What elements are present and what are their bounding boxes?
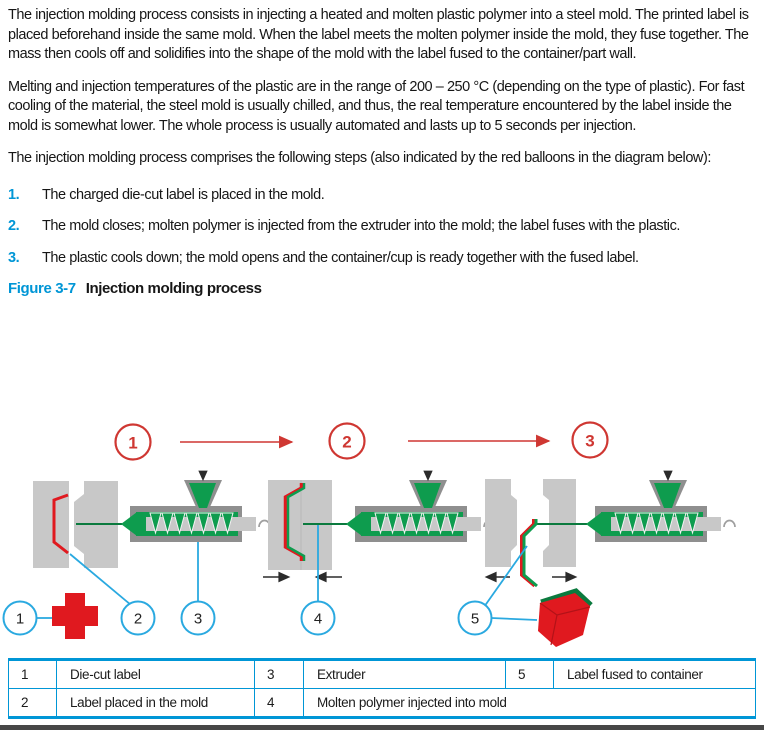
stage-1-open-mold: [33, 481, 122, 568]
die-cut-label-cross: [52, 593, 98, 639]
injection-molding-diagram: [0, 405, 764, 655]
body-text-column: [8, 6, 758, 297]
stage-2-extruder: [346, 471, 495, 542]
stage-2-closed-mold: [263, 480, 347, 577]
ejected-part-green-line: [524, 519, 537, 586]
red-balloon-2-label: 2: [342, 432, 352, 452]
step-number-2: 2.: [8, 218, 20, 234]
callout-balloon-4-label: 4: [313, 610, 323, 628]
paragraph-3: The injection molding process comprises the following steps (also indicated by the red balloons in the diagram below):: [8, 150, 711, 166]
paragraph-2: Melting and injection temperatures of the plastic are in the range of 200 – 250 °C (depending on the type of plastic). For fast cooling of the material, the steel mold is usually chilled, and thus, the real temperature encountered by the label inside the mold is somewhat lower. The whole process is usually automated and lasts up to 5 seconds per injection.: [8, 78, 745, 134]
paragraph-1: The injection molding process consists in injecting a heated and molten plastic polymer into a steel mold. The printed label is placed beforehand inside the same mold. When the label meets the molten polymer inside the mold, they fuse together. The mass then cools off and solidifies into the shape of the mold with the label fused to the container/part wall.: [8, 7, 749, 62]
stage-3-mold-opens: [485, 479, 591, 647]
legend-cell-num: 2: [9, 689, 57, 718]
legend-row-2: [9, 689, 756, 718]
legend-row-1: [9, 660, 756, 689]
legend-cell-num: 5: [506, 660, 554, 689]
step-item-1: [8, 186, 758, 206]
legend-table: [8, 658, 756, 719]
legend-cell-num: 4: [255, 689, 304, 718]
callout-balloon-2-label: 2: [133, 610, 143, 628]
container-with-fused-label: [538, 591, 591, 647]
legend-cell-label: Molten polymer injected into mold: [304, 689, 756, 718]
callout-balloon-1-label: 1: [15, 610, 25, 628]
legend-cell-label: Label placed in the mold: [57, 689, 255, 718]
step-text-3: The plastic cools down; the mold opens and the container/cup is ready together with the fused label.: [42, 249, 639, 266]
figure-caption: [8, 280, 758, 297]
legend-cell-label: Extruder: [304, 660, 506, 689]
step-text-2: The mold closes; molten polymer is injected from the extruder into the mold; the label fuses with the plastic.: [42, 218, 680, 234]
figure-title: Injection molding process: [85, 280, 262, 297]
step-number-3: 3.: [8, 249, 20, 266]
step-item-2: [8, 217, 758, 237]
process-balloons-row: [116, 423, 608, 460]
step-item-3: [8, 249, 758, 269]
legend-cell-label: Label fused to container: [554, 660, 756, 689]
stage-1-extruder: [121, 471, 270, 542]
step-number-1: 1.: [8, 186, 20, 203]
red-balloon-1-label: 1: [128, 433, 138, 453]
legend-cell-num: 3: [255, 660, 304, 689]
red-balloon-3-label: 3: [585, 431, 595, 451]
callout-balloon-5-label: 5: [470, 610, 480, 628]
page-bottom-edge: [0, 725, 764, 730]
step-text-1: The charged die-cut label is placed in the mold.: [42, 186, 325, 203]
numbered-steps-list: [8, 186, 758, 269]
callout-balloon-3-label: 3: [193, 610, 203, 628]
stage-3-extruder: [586, 471, 735, 542]
legend-cell-label: Die-cut label: [57, 660, 255, 689]
figure-label: Figure 3-7: [8, 280, 76, 297]
legend-cell-num: 1: [9, 660, 57, 689]
